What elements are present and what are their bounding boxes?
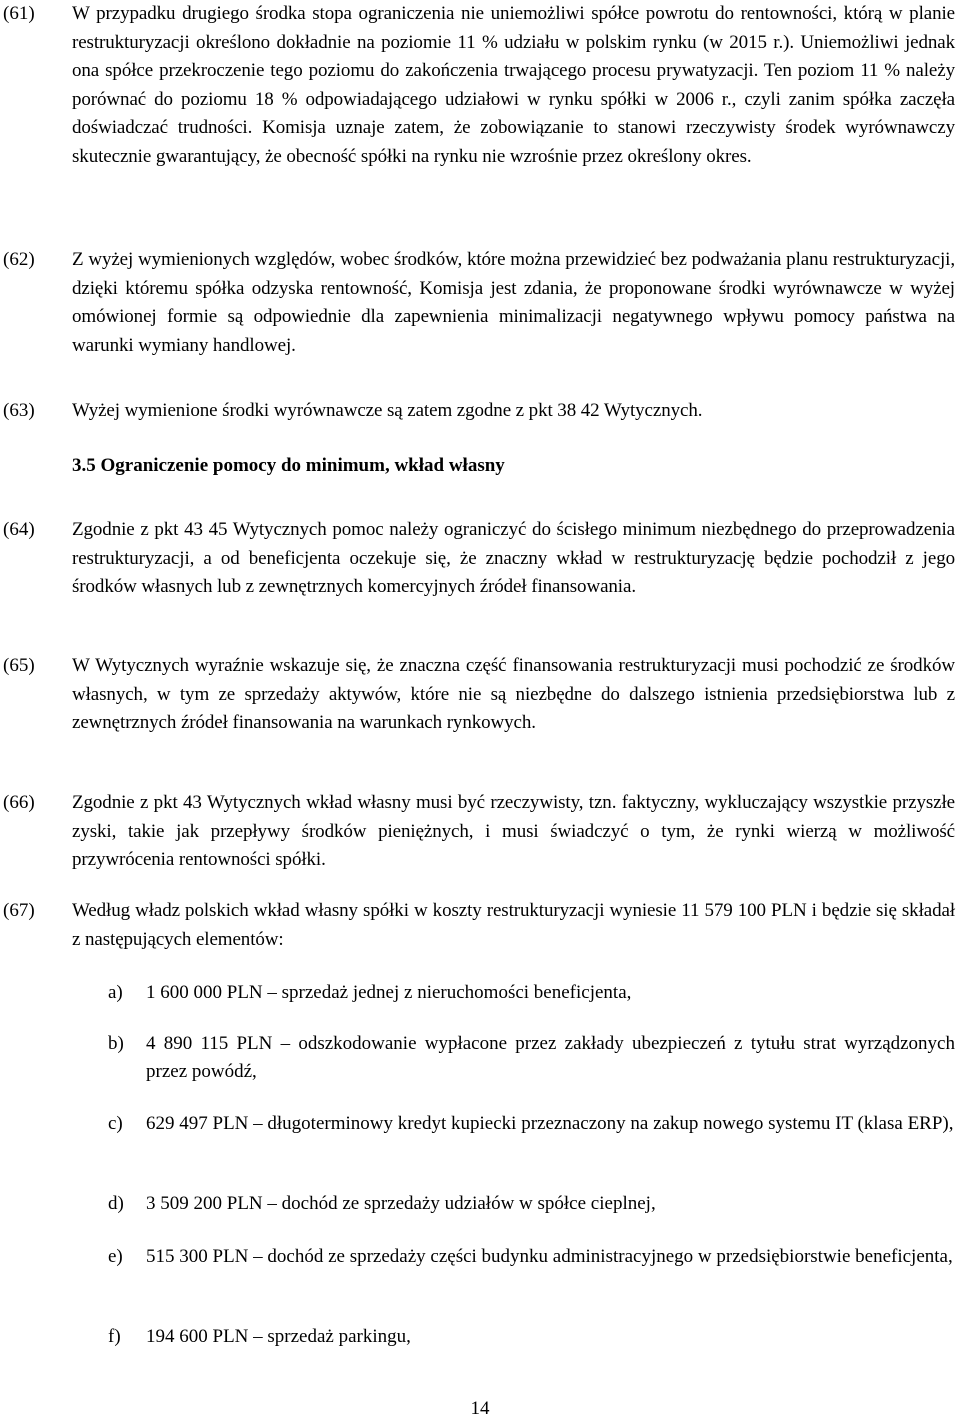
list-item-label: d)	[108, 1193, 124, 1214]
paragraph-text: Według władz polskich wkład własny spółki w koszty restrukturyzacji wyniesie 11 579 100 PLN i będzie się składał z następujących elementów:	[72, 900, 955, 950]
paragraph-number: (61)	[3, 3, 35, 24]
paragraph-number: (62)	[3, 249, 35, 270]
paragraph-text: Zgodnie z pkt 43 45 Wytycznych pomoc należy ograniczyć do ścisłego minimum niezbędnego do przeprowadzenia restrukturyzacji, a od beneficjenta oczekuje się, że znaczny wkład w restrukturyzację będzie pochodził z jego środków własnych lub z zewnętrznych komercyjnych źródeł finansowania.	[72, 519, 955, 597]
list-item-text: 3 509 200 PLN – dochód ze sprzedaży udziałów w spółce cieplnej,	[146, 1193, 656, 1214]
list-item-text: 1 600 000 PLN – sprzedaż jednej z nieruchomości beneficjenta,	[146, 982, 632, 1003]
list-item-label: f)	[108, 1326, 121, 1347]
page-number: 14	[470, 1398, 490, 1419]
section-heading: 3.5 Ograniczenie pomocy do minimum, wkład własny	[72, 455, 505, 476]
list-item-label: b)	[108, 1033, 124, 1054]
paragraph-text: W Wytycznych wyraźnie wskazuje się, że znaczna część finansowania restrukturyzacji musi pochodzić ze środków własnych, w tym ze sprzedaży aktywów, które nie są niezbędne do dalszego istnienia przedsiębiorstwa lub z zewnętrznych źródeł finansowania na warunkach rynkowych.	[72, 655, 955, 733]
paragraph-number: (64)	[3, 519, 35, 540]
list-item-text: 194 600 PLN – sprzedaż parkingu,	[146, 1326, 411, 1347]
list-item-text: 629 497 PLN – długoterminowy kredyt kupiecki przeznaczony na zakup nowego systemu IT (klasa ERP),	[146, 1113, 954, 1134]
list-item-text: 515 300 PLN – dochód ze sprzedaży części budynku administracyjnego w przedsiębiorstwie beneficjenta,	[146, 1246, 953, 1267]
list-item-label: c)	[108, 1113, 123, 1134]
paragraph-text: Zgodnie z pkt 43 Wytycznych wkład własny musi być rzeczywisty, tzn. faktyczny, wykluczający wszystkie przyszłe zyski, takie jak przepływy środków pieniężnych, i musi świadczyć o tym, że rynki wierzą w możliwość przywrócenia rentowności spółki.	[72, 792, 955, 870]
paragraph-text: Wyżej wymienione środki wyrównawcze są zatem zgodne z pkt 38 42 Wytycznych.	[72, 400, 703, 421]
paragraph-text: Z wyżej wymienionych względów, wobec środków, które można przewidzieć bez podważania planu restrukturyzacji, dzięki któremu spółka odzyska rentowność, Komisja jest zdania, że proponowane środki wyrównawcze w wyżej omówionej formie są odpowiednie dla zapewnienia minimalizacji negatywnego wpływu pomocy państwa na warunki wymiany handlowej.	[72, 249, 955, 356]
paragraph-number: (67)	[3, 900, 35, 921]
list-item-label: a)	[108, 982, 123, 1003]
paragraph-number: (63)	[3, 400, 35, 421]
paragraph-number: (66)	[3, 792, 35, 813]
paragraph-text: W przypadku drugiego środka stopa ograniczenia nie uniemożliwi spółce powrotu do rentowności, którą w planie restrukturyzacji określono dokładnie na poziomie 11 % udziału w polskim rynku (w 2015 r.). Uniemożliwi jednak ona spółce przekroczenie tego poziomu do zakończenia trwającego procesu prywatyzacji. Ten poziom 11 % należy porównać do poziomu 18 % odpowiadającego udziałowi w rynku spółki w 2006 r., czyli zanim spółka zaczęła doświadczać trudności. Komisja uznaje zatem, że zobowiązanie to stanowi rzeczywisty środek wyrównawczy skutecznie gwarantujący, że obecność spółki na rynku nie wzrośnie przez określony okres.	[72, 3, 955, 167]
paragraph-number: (65)	[3, 655, 35, 676]
list-item-text: 4 890 115 PLN – odszkodowanie wypłacone przez zakłady ubezpieczeń z tytułu strat wyrządzonych przez powódź,	[146, 1033, 955, 1082]
list-item-label: e)	[108, 1246, 123, 1267]
